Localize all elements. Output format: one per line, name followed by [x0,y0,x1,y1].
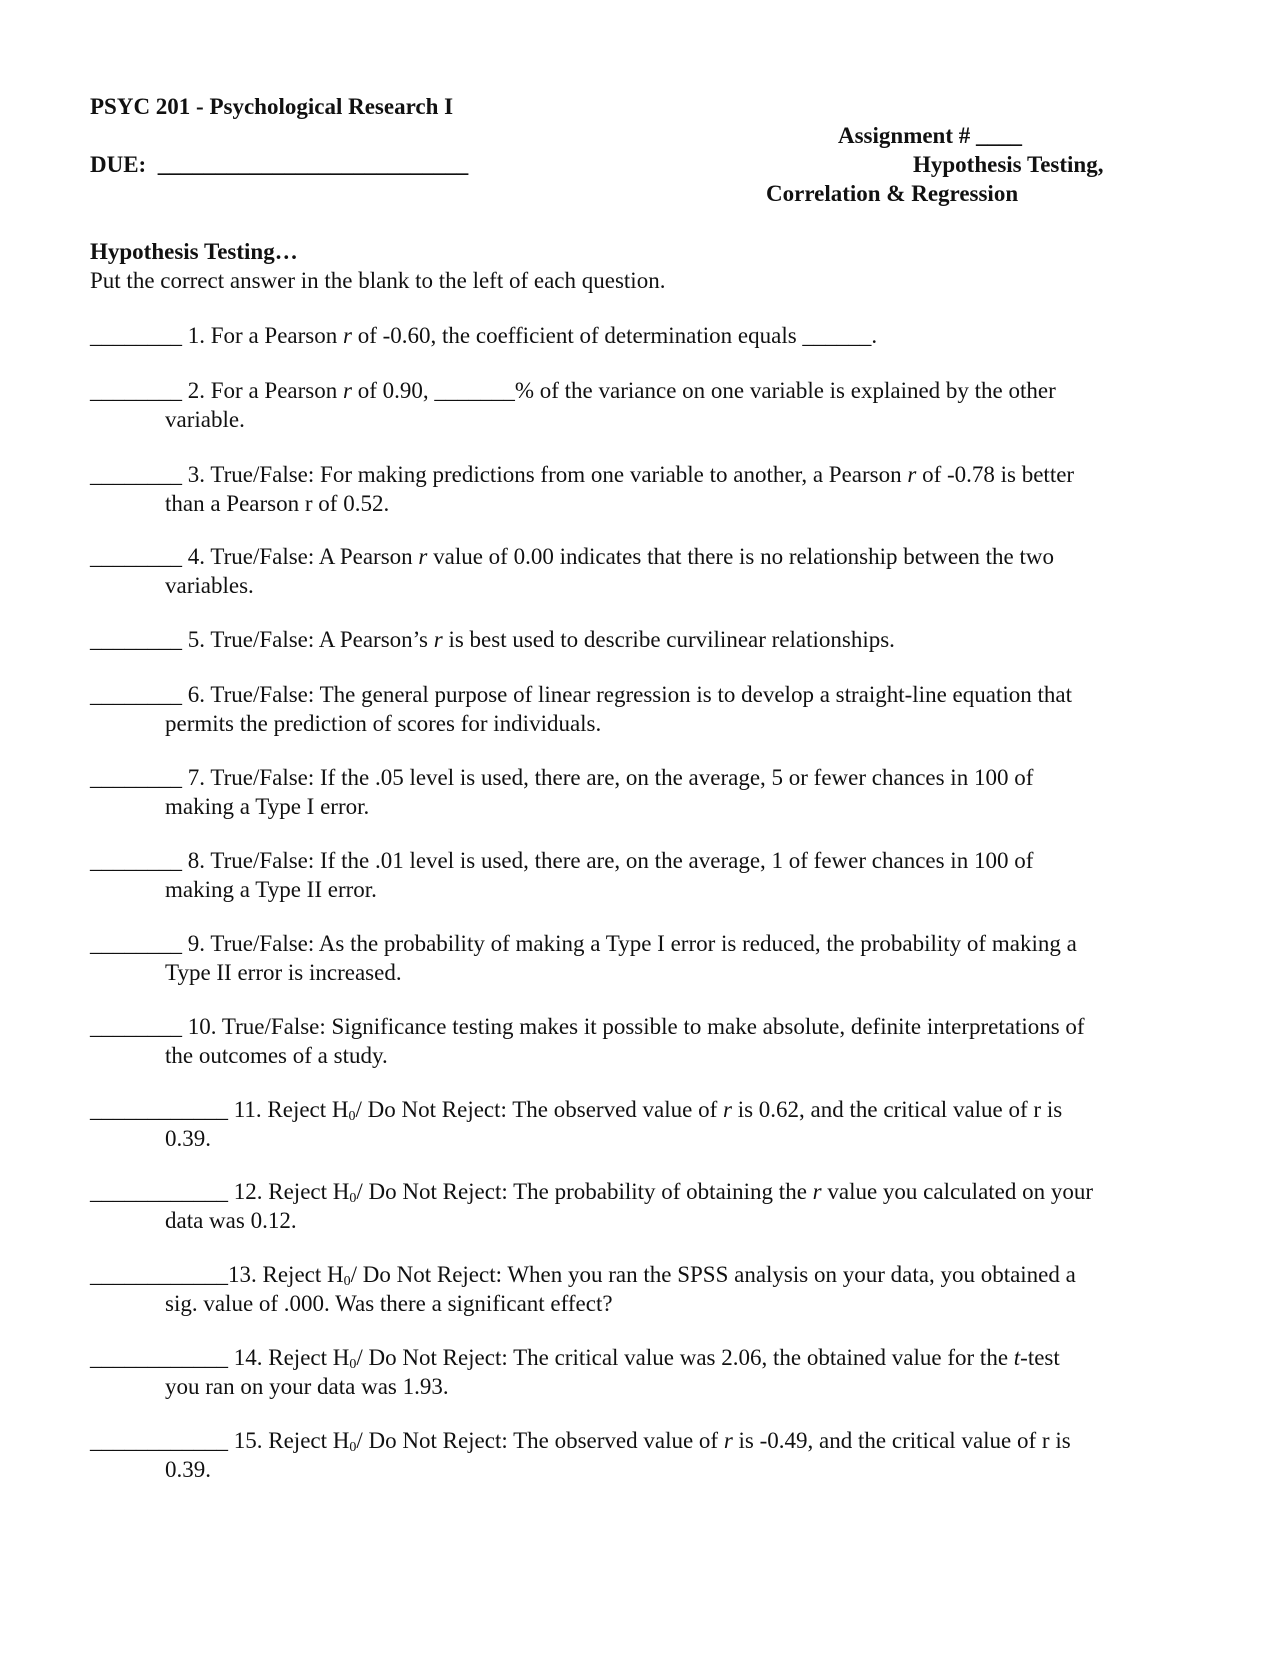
answer-blank: ____________ [90,1262,228,1287]
variable: r [342,323,352,348]
answer-blank: ________ [90,848,182,873]
question-continuation: the outcomes of a study. [165,1043,388,1068]
variable: r [433,627,443,652]
answer-blank: ________ [90,462,182,487]
section-title: Hypothesis Testing… [90,239,298,264]
question-12 [90,1177,1205,1235]
subscript: 0 [349,1440,357,1455]
question-text: 5. True/False: A Pearson’s [182,627,434,652]
answer-blank: ____________ [90,1428,228,1453]
question-text: 10. True/False: Significance testing makes it possible to make absolute, definite interpretations of [182,1014,1085,1039]
question-text: of 0.90, _______% of the variance on one variable is explained by the other [351,378,1056,403]
subscript: 0 [349,1357,357,1372]
question-text: 13. Reject H [228,1262,344,1287]
subscript: 0 [348,1109,356,1124]
answer-blank: ____________ [90,1179,228,1204]
question-text: 9. True/False: As the probability of making a Type I error is reduced, the probability of making a [182,931,1077,956]
question-text: 7. True/False: If the .05 level is used, there are, on the average, 5 or fewer chances in 100 of [182,765,1034,790]
question-text: -test [1020,1345,1060,1370]
question-text: value you calculated on your [821,1179,1094,1204]
question-7 [90,763,1205,821]
question-text: / Do Not Reject: When you ran the SPSS analysis on your data, you obtained a [350,1262,1076,1287]
subscript: 0 [343,1274,351,1289]
question-text: / Do Not Reject: The probability of obtaining the [356,1179,813,1204]
subscript: 0 [349,1191,357,1206]
variable: r [418,544,428,569]
question-15 [90,1426,1205,1484]
answer-blank: ________ [90,323,182,348]
question-text: 11. Reject H [228,1097,349,1122]
question-2 [90,376,1205,434]
question-13 [90,1260,1205,1318]
answer-blank: ________ [90,627,182,652]
question-3 [90,460,1205,518]
question-continuation: than a Pearson r of 0.52. [165,491,390,516]
question-4 [90,542,1205,600]
variable: r [342,378,352,403]
question-text: 15. Reject H [228,1428,350,1453]
question-9 [90,929,1205,987]
question-text: of -0.78 is better [916,462,1075,487]
question-continuation: sig. value of .000. Was there a significant effect? [165,1291,613,1316]
question-text: 6. True/False: The general purpose of linear regression is to develop a straight-line equation that [182,682,1072,707]
question-text: 2. For a Pearson [182,378,343,403]
question-6 [90,680,1205,738]
question-10 [90,1012,1205,1070]
question-11 [90,1095,1205,1153]
course-title: PSYC 201 - Psychological Research I [90,94,454,119]
question-continuation: making a Type II error. [165,877,377,902]
question-text: is 0.62, and the critical value of r is [731,1097,1063,1122]
question-continuation: permits the prediction of scores for individuals. [165,711,602,736]
question-text: of -0.60, the coefficient of determination equals ______. [351,323,878,348]
question-text: is best used to describe curvilinear relationships. [442,627,895,652]
question-5 [90,625,1205,654]
answer-blank: ________ [90,682,182,707]
answer-blank: ________ [90,931,182,956]
question-continuation: Type II error is increased. [165,960,402,985]
question-text: 4. True/False: A Pearson [182,544,419,569]
question-text: is -0.49, and the critical value of r is [732,1428,1071,1453]
question-text: value of 0.00 indicates that there is no relationship between the two [427,544,1054,569]
question-14 [90,1343,1205,1401]
variable: r [723,1428,733,1453]
question-8 [90,846,1205,904]
answer-blank: ________ [90,378,182,403]
variable: r [723,1097,732,1122]
assignment-number: Assignment # ____ [838,123,1023,148]
section-instructions: Put the correct answer in the blank to the left of each question. [90,268,666,293]
question-text: 8. True/False: If the .01 level is used, there are, on the average, 1 of fewer chances in 100 of [182,848,1034,873]
variable: r [812,1179,822,1204]
question-text: / Do Not Reject: The observed value of [355,1097,723,1122]
answer-blank: ________ [90,765,182,790]
question-continuation: 0.39. [165,1457,211,1482]
topic-line-2: Correlation & Regression [766,181,1019,206]
question-text: 14. Reject H [228,1345,350,1370]
question-continuation: data was 0.12. [165,1208,297,1233]
question-text: / Do Not Reject: The critical value was 2.06, the obtained value for the [356,1345,1014,1370]
variable: r [907,462,917,487]
question-continuation: variables. [165,573,254,598]
answer-blank: ________ [90,544,182,569]
question-1 [90,321,1205,350]
question-continuation: 0.39. [165,1126,211,1151]
question-continuation: you ran on your data was 1.93. [165,1374,449,1399]
topic-line-1: Hypothesis Testing, [913,152,1104,177]
question-continuation: variable. [165,407,245,432]
question-text: 3. True/False: For making predictions from one variable to another, a Pearson [182,462,908,487]
question-text: 1. For a Pearson [182,323,343,348]
question-text: 12. Reject H [228,1179,350,1204]
question-text: / Do Not Reject: The observed value of [356,1428,724,1453]
answer-blank: ________ [90,1014,182,1039]
answer-blank: ____________ [90,1345,228,1370]
due-label: DUE: [90,152,147,177]
due-blank: ___________________________ [157,152,469,177]
variable: t [1013,1345,1021,1370]
question-continuation: making a Type I error. [165,794,370,819]
due-line [90,150,468,179]
answer-blank: ____________ [90,1097,228,1122]
